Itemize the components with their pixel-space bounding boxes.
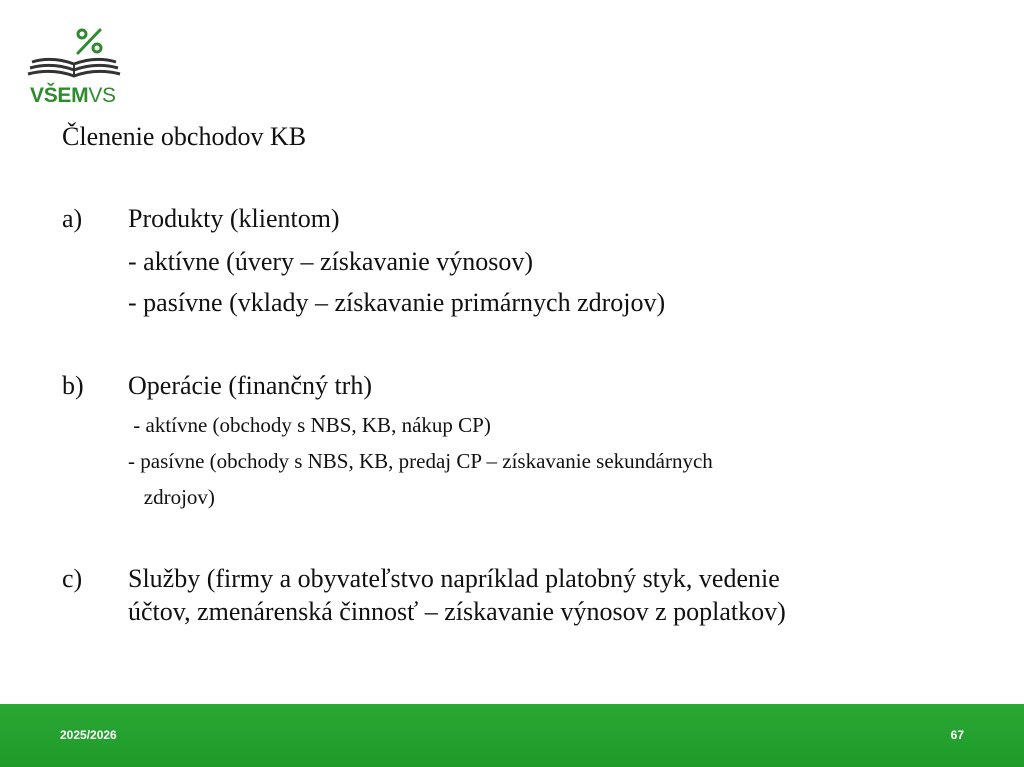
section-b-marker: b)	[62, 371, 84, 400]
section-a-marker: a)	[62, 204, 83, 233]
book-percent-icon	[24, 26, 124, 84]
page-number: 67	[950, 728, 964, 742]
logo-text-light: VS	[88, 84, 116, 107]
footer-year: 2025/2026	[60, 728, 117, 742]
vsemvs-logo	[24, 26, 124, 106]
section-a-heading: Produkty (klientom)	[128, 204, 340, 233]
slide-title: Členenie obchodov KB	[62, 122, 307, 151]
logo-wordmark	[30, 84, 116, 108]
section-b-line-3: zdrojov)	[128, 485, 215, 509]
section-b-line-1: - aktívne (obchody s NBS, KB, nákup CP)	[128, 413, 491, 437]
section-b-line-2: - pasívne (obchody s NBS, KB, predaj CP – získavanie sekundárnych	[128, 449, 713, 473]
section-c-heading: Služby (firmy a obyvateľstvo napríklad platobný styk, vedenie	[128, 564, 780, 593]
footer-bar	[0, 704, 1024, 767]
section-c-marker: c)	[62, 564, 83, 593]
section-c-line-1: účtov, zmenárenská činnosť – získavanie výnosov z poplatkov)	[128, 597, 786, 626]
section-a-line-2: - pasívne (vklady – získavanie primárnych zdrojov)	[128, 288, 666, 317]
logo-text-bold: VŠEM	[30, 84, 89, 107]
section-b-heading: Operácie (finančný trh)	[128, 371, 372, 400]
section-a-line-1: - aktívne (úvery – získavanie výnosov)	[128, 247, 534, 276]
